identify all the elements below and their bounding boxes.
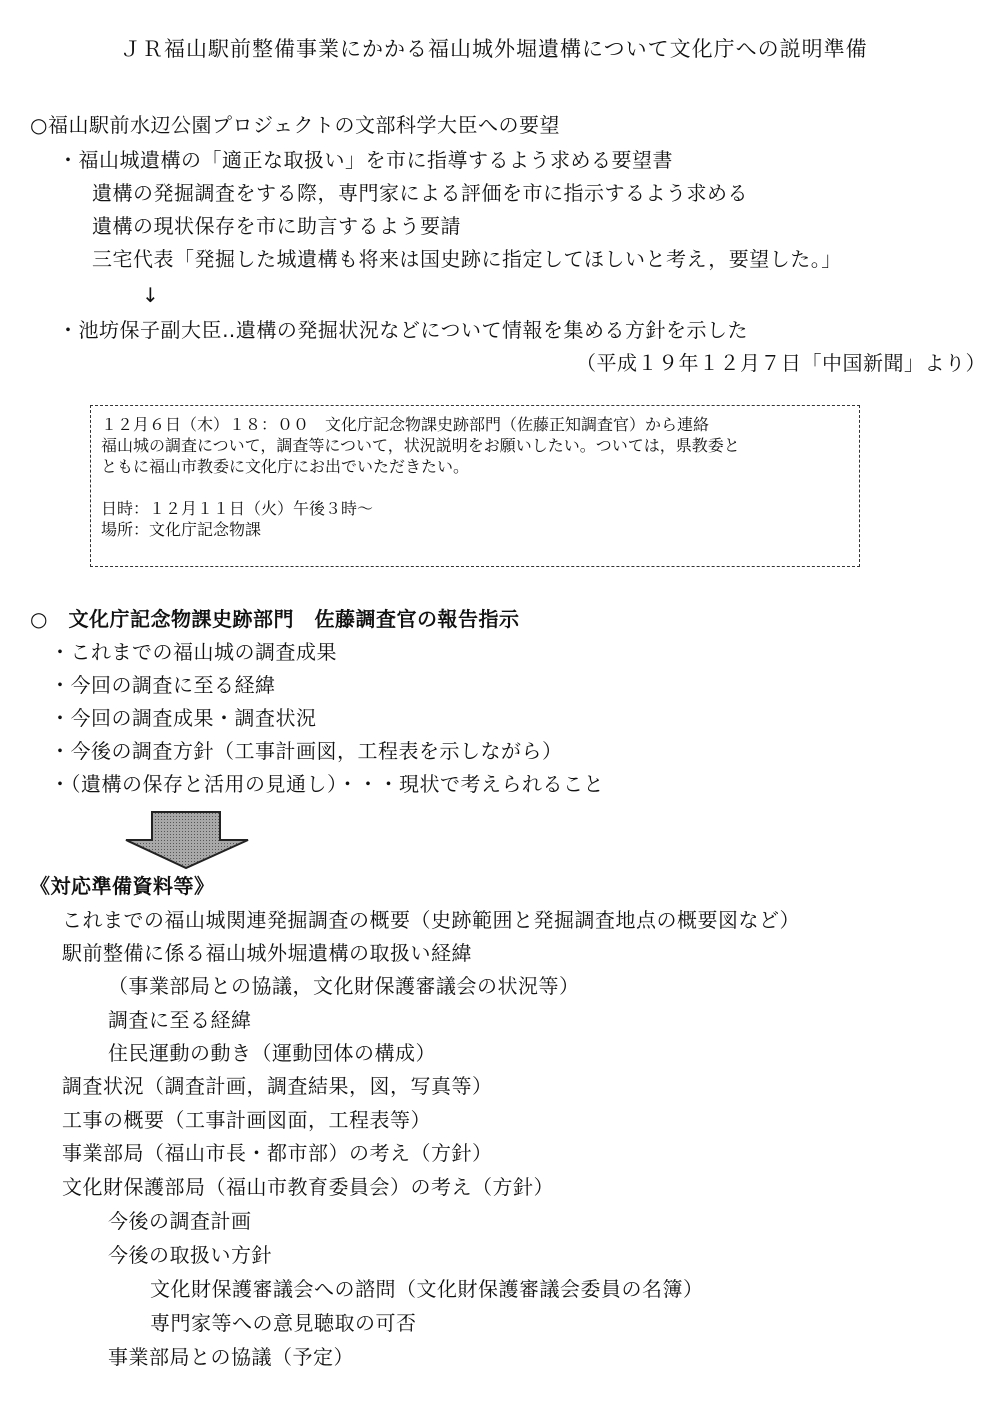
section3-item: 調査状況（調査計画，調査結果，図，写真等） — [62, 1074, 493, 1098]
notice-line1: １２月６日（木）１８：００ 文化庁記念物課史跡部門（佐藤正知調査官）から連絡 — [101, 415, 710, 434]
section2-heading: ○ 文化庁記念物課史跡部門 佐藤調査官の報告指示 — [30, 607, 520, 631]
section3-item: 文化財保護審議会への諮問（文化財保護審議会委員の名簿） — [150, 1277, 704, 1301]
section3-item: 今後の取扱い方針 — [108, 1243, 272, 1267]
notice-datetime: 日時：１２月１１日（火）午後３時～ — [101, 499, 374, 518]
notice-line3: ともに福山市教委に文化庁にお出でいただきたい。 — [101, 457, 470, 476]
section1-line1: ・福山城遺構の「適正な取扱い」を市に指導するよう求める要望書 — [58, 148, 673, 172]
section3-item: 駅前整備に係る福山城外堀遺構の取扱い経緯 — [62, 941, 472, 965]
section2-item: ・これまでの福山城の調査成果 — [50, 640, 337, 664]
down-arrow-icon: ↓ — [142, 283, 160, 307]
section3-item: これまでの福山城関連発掘調査の概要（史跡範囲と発掘調査地点の概要図など） — [62, 908, 800, 932]
section3-item: 住民運動の動き（運動団体の構成） — [108, 1041, 436, 1065]
section1-line4: 三宅代表「発掘した城遺構も将来は国史跡に指定してほしいと考え，要望した。」 — [92, 247, 842, 271]
section3-item: 文化財保護部局（福山市教育委員会）の考え（方針） — [62, 1175, 554, 1199]
section3-item: 事業部局（福山市長・都市部）の考え（方針） — [62, 1141, 493, 1165]
notice-line2: 福山城の調査について，調査等について，状況説明をお願いしたい。ついては，県教委と — [101, 436, 740, 455]
section1-line3: 遺構の現状保存を市に助言するよう要請 — [92, 214, 461, 238]
section2-item: ・今回の調査成果・調査状況 — [50, 706, 317, 730]
section3-item: 工事の概要（工事計画図面，工程表等） — [62, 1108, 431, 1132]
notice-box — [90, 405, 860, 567]
section3-item: 専門家等への意見聴取の可否 — [150, 1311, 417, 1335]
section3-item: 調査に至る経緯 — [108, 1008, 252, 1032]
section1-line2: 遺構の発掘調査をする際，専門家による評価を市に指示するよう求める — [92, 181, 748, 205]
section3-item: 今後の調査計画 — [108, 1209, 252, 1233]
section3-heading: 《対応準備資料等》 — [30, 874, 215, 898]
down-block-arrow-icon — [122, 810, 252, 872]
section2-item: ・今回の調査に至る経緯 — [50, 673, 276, 697]
section2-item: ・（遺構の保存と活用の見通し）・・・現状で考えられること — [50, 772, 604, 796]
section3-item: 事業部局との協議（予定） — [108, 1345, 354, 1369]
notice-spacer — [101, 477, 849, 498]
news-source: （平成１９年１２月７日「中国新聞」より） — [576, 351, 986, 375]
section2-item: ・今後の調査方針（工事計画図，工程表を示しながら） — [50, 739, 563, 763]
section1-line5: ・池坊保子副大臣‥遺構の発掘状況などについて情報を集める方針を示した — [58, 318, 748, 342]
section1-heading: ○福山駅前水辺公園プロジェクトの文部科学大臣への要望 — [30, 113, 561, 137]
section3-item: （事業部局との協議，文化財保護審議会の状況等） — [108, 974, 580, 998]
page-title: ＪＲ福山駅前整備事業にかかる福山城外堀遺構について文化庁への説明準備 — [120, 37, 868, 61]
notice-place: 場所：文化庁記念物課 — [101, 520, 262, 539]
